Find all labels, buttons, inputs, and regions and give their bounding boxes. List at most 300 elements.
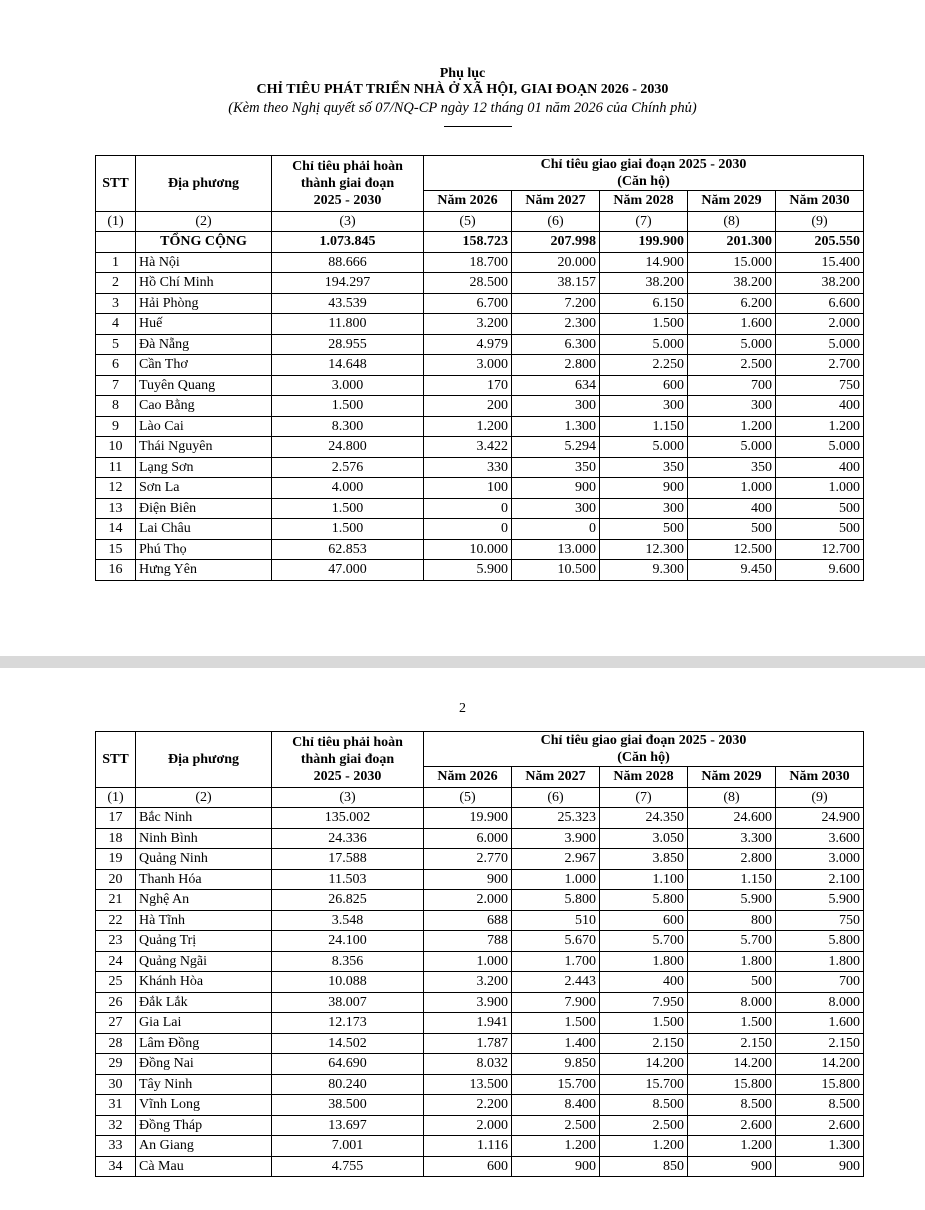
row-locality: Quảng Ngãi	[136, 951, 272, 972]
row-year-2026: 900	[424, 869, 512, 890]
row-year-2029: 5.700	[688, 931, 776, 952]
row-year-2028: 8.500	[600, 1095, 688, 1116]
row-total-target: 194.297	[272, 273, 424, 294]
table-row	[96, 437, 864, 458]
row-year-2026: 170	[424, 375, 512, 396]
row-year-2028: 14.200	[600, 1054, 688, 1075]
row-year-2029: 5.900	[688, 890, 776, 911]
row-year-2030: 5.900	[776, 890, 864, 911]
header-stt: STT	[96, 156, 136, 212]
row-total-target: 64.690	[272, 1054, 424, 1075]
row-year-2030: 3.000	[776, 849, 864, 870]
row-stt: 13	[96, 498, 136, 519]
row-total-target: 1.500	[272, 396, 424, 417]
row-stt: 4	[96, 314, 136, 335]
total-cell: 207.998	[512, 232, 600, 253]
row-year-2026: 18.700	[424, 252, 512, 273]
table-row	[96, 293, 864, 314]
row-year-2030: 2.150	[776, 1033, 864, 1054]
row-year-2030: 2.700	[776, 355, 864, 376]
row-year-2028: 14.900	[600, 252, 688, 273]
row-year-2028: 2.500	[600, 1115, 688, 1136]
row-year-2028: 1.100	[600, 869, 688, 890]
header-year: Năm 2029	[688, 767, 776, 788]
row-year-2026: 8.032	[424, 1054, 512, 1075]
total-label: TỔNG CỘNG	[136, 232, 272, 253]
row-year-2030: 1.000	[776, 478, 864, 499]
row-stt: 10	[96, 437, 136, 458]
row-total-target: 12.173	[272, 1013, 424, 1034]
row-total-target: 26.825	[272, 890, 424, 911]
column-number: (9)	[776, 211, 864, 232]
row-locality: Đà Nẵng	[136, 334, 272, 355]
row-year-2028: 600	[600, 910, 688, 931]
row-year-2029: 1.150	[688, 869, 776, 890]
row-locality: Huế	[136, 314, 272, 335]
column-number: (3)	[272, 211, 424, 232]
row-stt: 12	[96, 478, 136, 499]
row-year-2027: 38.157	[512, 273, 600, 294]
column-number: (2)	[136, 787, 272, 808]
row-year-2030: 14.200	[776, 1054, 864, 1075]
appendix-label: Phụ lục	[439, 66, 486, 81]
row-year-2026: 4.979	[424, 334, 512, 355]
row-stt: 9	[96, 416, 136, 437]
row-year-2028: 400	[600, 972, 688, 993]
header-year: Năm 2026	[424, 767, 512, 788]
row-year-2029: 2.500	[688, 355, 776, 376]
row-year-2029: 500	[688, 972, 776, 993]
row-year-2027: 15.700	[512, 1074, 600, 1095]
table-row	[96, 539, 864, 560]
row-stt: 34	[96, 1156, 136, 1177]
row-total-target: 17.588	[272, 849, 424, 870]
row-year-2026: 788	[424, 931, 512, 952]
row-year-2028: 2.250	[600, 355, 688, 376]
row-year-2030: 900	[776, 1156, 864, 1177]
row-year-2029: 12.500	[688, 539, 776, 560]
row-year-2027: 5.800	[512, 890, 600, 911]
row-year-2028: 5.800	[600, 890, 688, 911]
row-year-2029: 300	[688, 396, 776, 417]
row-stt: 24	[96, 951, 136, 972]
header-allocation	[424, 732, 864, 767]
row-year-2030: 400	[776, 396, 864, 417]
row-year-2030: 2.000	[776, 314, 864, 335]
header-year: Năm 2028	[600, 767, 688, 788]
row-year-2027: 25.323	[512, 808, 600, 829]
row-locality: Khánh Hòa	[136, 972, 272, 993]
row-total-target: 88.666	[272, 252, 424, 273]
table-row	[96, 1095, 864, 1116]
row-total-target: 38.007	[272, 992, 424, 1013]
header-stt: STT	[96, 732, 136, 788]
column-number: (8)	[688, 211, 776, 232]
header-allocation-line2: (Căn hộ)	[617, 750, 670, 765]
row-year-2028: 900	[600, 478, 688, 499]
row-year-2030: 8.000	[776, 992, 864, 1013]
row-year-2030: 9.600	[776, 560, 864, 581]
row-locality: Quảng Ninh	[136, 849, 272, 870]
row-year-2029: 2.600	[688, 1115, 776, 1136]
table-row	[96, 1136, 864, 1157]
column-number: (9)	[776, 787, 864, 808]
table-row	[96, 869, 864, 890]
row-total-target: 43.539	[272, 293, 424, 314]
row-locality: Tuyên Quang	[136, 375, 272, 396]
column-number: (6)	[512, 787, 600, 808]
row-stt: 29	[96, 1054, 136, 1075]
row-year-2028: 5.000	[600, 334, 688, 355]
row-stt: 27	[96, 1013, 136, 1034]
row-year-2026: 28.500	[424, 273, 512, 294]
title-divider	[444, 126, 512, 127]
row-stt: 17	[96, 808, 136, 829]
row-locality: Quảng Trị	[136, 931, 272, 952]
row-locality: Lạng Sơn	[136, 457, 272, 478]
row-total-target: 80.240	[272, 1074, 424, 1095]
row-year-2028: 9.300	[600, 560, 688, 581]
row-total-target: 7.001	[272, 1136, 424, 1157]
row-year-2029: 8.500	[688, 1095, 776, 1116]
row-year-2030: 500	[776, 519, 864, 540]
row-locality: Cà Mau	[136, 1156, 272, 1177]
row-year-2029: 14.200	[688, 1054, 776, 1075]
total-row	[96, 232, 864, 253]
row-stt: 11	[96, 457, 136, 478]
row-total-target: 13.697	[272, 1115, 424, 1136]
row-year-2030: 15.400	[776, 252, 864, 273]
row-stt: 32	[96, 1115, 136, 1136]
header-allocation-line1: Chỉ tiêu giao giai đoạn 2025 - 2030	[540, 157, 747, 172]
column-number: (5)	[424, 211, 512, 232]
row-year-2026: 10.000	[424, 539, 512, 560]
row-year-2030: 750	[776, 910, 864, 931]
row-year-2026: 330	[424, 457, 512, 478]
row-year-2030: 700	[776, 972, 864, 993]
row-year-2029: 400	[688, 498, 776, 519]
row-year-2029: 800	[688, 910, 776, 931]
row-year-2030: 8.500	[776, 1095, 864, 1116]
row-year-2029: 24.600	[688, 808, 776, 829]
row-year-2028: 38.200	[600, 273, 688, 294]
table-row	[96, 560, 864, 581]
row-year-2026: 5.900	[424, 560, 512, 581]
row-year-2027: 1.200	[512, 1136, 600, 1157]
row-year-2028: 5.700	[600, 931, 688, 952]
column-number: (5)	[424, 787, 512, 808]
column-number: (7)	[600, 787, 688, 808]
row-year-2027: 350	[512, 457, 600, 478]
row-year-2029: 5.000	[688, 334, 776, 355]
row-stt: 21	[96, 890, 136, 911]
row-year-2029: 1.500	[688, 1013, 776, 1034]
total-cell: 158.723	[424, 232, 512, 253]
row-year-2026: 19.900	[424, 808, 512, 829]
row-total-target: 8.356	[272, 951, 424, 972]
row-total-target: 24.100	[272, 931, 424, 952]
table-row	[96, 828, 864, 849]
housing-targets-table-part1	[95, 155, 864, 581]
row-year-2029: 700	[688, 375, 776, 396]
row-year-2026: 0	[424, 498, 512, 519]
row-year-2029: 1.200	[688, 1136, 776, 1157]
row-stt: 14	[96, 519, 136, 540]
row-year-2030: 12.700	[776, 539, 864, 560]
row-year-2027: 510	[512, 910, 600, 931]
row-year-2027: 2.967	[512, 849, 600, 870]
row-total-target: 8.300	[272, 416, 424, 437]
table-row	[96, 396, 864, 417]
row-year-2029: 1.000	[688, 478, 776, 499]
row-year-2026: 1.000	[424, 951, 512, 972]
total-cell: 205.550	[776, 232, 864, 253]
page-number: 2	[459, 701, 466, 716]
row-year-2027: 0	[512, 519, 600, 540]
row-year-2027: 1.700	[512, 951, 600, 972]
row-total-target: 38.500	[272, 1095, 424, 1116]
row-year-2028: 1.500	[600, 314, 688, 335]
row-stt: 7	[96, 375, 136, 396]
row-year-2026: 1.116	[424, 1136, 512, 1157]
header-year: Năm 2029	[688, 191, 776, 212]
row-year-2027: 13.000	[512, 539, 600, 560]
row-locality: Tây Ninh	[136, 1074, 272, 1095]
row-locality: Vĩnh Long	[136, 1095, 272, 1116]
row-stt: 20	[96, 869, 136, 890]
row-total-target: 11.800	[272, 314, 424, 335]
row-locality: Nghệ An	[136, 890, 272, 911]
column-number-row	[96, 211, 864, 232]
row-year-2027: 20.000	[512, 252, 600, 273]
row-stt: 15	[96, 539, 136, 560]
header-target-line1: Chỉ tiêu phải hoàn	[292, 734, 403, 750]
table-row	[96, 273, 864, 294]
row-year-2030: 1.300	[776, 1136, 864, 1157]
row-stt: 25	[96, 972, 136, 993]
column-number: (2)	[136, 211, 272, 232]
row-year-2026: 2.000	[424, 1115, 512, 1136]
document-title: CHỈ TIÊU PHÁT TRIỂN NHÀ Ở XÃ HỘI, GIAI ĐOẠN 2026 - 2030	[256, 82, 669, 97]
row-stt: 23	[96, 931, 136, 952]
table-row	[96, 1115, 864, 1136]
row-year-2030: 5.800	[776, 931, 864, 952]
row-year-2028: 850	[600, 1156, 688, 1177]
row-year-2030: 2.600	[776, 1115, 864, 1136]
table-row	[96, 314, 864, 335]
row-year-2030: 2.100	[776, 869, 864, 890]
row-stt: 6	[96, 355, 136, 376]
row-stt: 28	[96, 1033, 136, 1054]
row-total-target: 1.500	[272, 498, 424, 519]
row-year-2026: 2.770	[424, 849, 512, 870]
row-total-target: 28.955	[272, 334, 424, 355]
row-year-2028: 1.500	[600, 1013, 688, 1034]
row-year-2030: 500	[776, 498, 864, 519]
row-year-2028: 300	[600, 498, 688, 519]
header-year: Năm 2027	[512, 191, 600, 212]
row-year-2029: 3.300	[688, 828, 776, 849]
row-year-2030: 3.600	[776, 828, 864, 849]
row-year-2026: 3.000	[424, 355, 512, 376]
row-year-2026: 3.422	[424, 437, 512, 458]
row-year-2027: 6.300	[512, 334, 600, 355]
row-year-2029: 350	[688, 457, 776, 478]
row-stt: 8	[96, 396, 136, 417]
row-year-2028: 15.700	[600, 1074, 688, 1095]
row-total-target: 135.002	[272, 808, 424, 829]
total-cell: 199.900	[600, 232, 688, 253]
row-locality: Ninh Bình	[136, 828, 272, 849]
row-year-2029: 500	[688, 519, 776, 540]
row-year-2030: 24.900	[776, 808, 864, 829]
table-row	[96, 849, 864, 870]
row-total-target: 14.502	[272, 1033, 424, 1054]
row-year-2026: 1.787	[424, 1033, 512, 1054]
row-stt: 3	[96, 293, 136, 314]
row-year-2029: 9.450	[688, 560, 776, 581]
table-row	[96, 992, 864, 1013]
row-year-2030: 5.000	[776, 334, 864, 355]
row-locality: Điện Biên	[136, 498, 272, 519]
table-row	[96, 252, 864, 273]
row-stt: 33	[96, 1136, 136, 1157]
row-year-2030: 5.000	[776, 437, 864, 458]
row-year-2029: 38.200	[688, 273, 776, 294]
row-year-2029: 5.000	[688, 437, 776, 458]
table-row	[96, 457, 864, 478]
row-year-2027: 8.400	[512, 1095, 600, 1116]
row-year-2027: 7.200	[512, 293, 600, 314]
row-stt: 31	[96, 1095, 136, 1116]
row-year-2029: 2.800	[688, 849, 776, 870]
header-target-line2: thành giai đoạn	[300, 175, 395, 191]
table-row	[96, 334, 864, 355]
header-allocation-line1: Chỉ tiêu giao giai đoạn 2025 - 2030	[540, 733, 747, 748]
row-year-2026: 200	[424, 396, 512, 417]
row-locality: Hải Phòng	[136, 293, 272, 314]
row-year-2029: 8.000	[688, 992, 776, 1013]
column-number: (1)	[96, 787, 136, 808]
table-row	[96, 498, 864, 519]
row-year-2027: 10.500	[512, 560, 600, 581]
row-stt: 30	[96, 1074, 136, 1095]
total-cell	[96, 232, 136, 253]
row-locality: Đồng Nai	[136, 1054, 272, 1075]
row-stt: 26	[96, 992, 136, 1013]
row-year-2027: 2.800	[512, 355, 600, 376]
row-stt: 2	[96, 273, 136, 294]
document-page-2	[0, 668, 925, 1210]
row-year-2028: 1.800	[600, 951, 688, 972]
header-target-line2: thành giai đoạn	[300, 751, 395, 767]
row-year-2028: 1.200	[600, 1136, 688, 1157]
row-year-2026: 600	[424, 1156, 512, 1177]
row-year-2027: 7.900	[512, 992, 600, 1013]
column-number: (1)	[96, 211, 136, 232]
row-year-2027: 900	[512, 1156, 600, 1177]
row-year-2026: 1.200	[424, 416, 512, 437]
row-year-2026: 2.000	[424, 890, 512, 911]
row-year-2026: 6.000	[424, 828, 512, 849]
row-locality: Đắk Lắk	[136, 992, 272, 1013]
row-year-2030: 1.600	[776, 1013, 864, 1034]
row-locality: Hồ Chí Minh	[136, 273, 272, 294]
row-locality: Thái Nguyên	[136, 437, 272, 458]
header-allocation-line2: (Căn hộ)	[617, 174, 670, 189]
row-stt: 22	[96, 910, 136, 931]
row-locality: An Giang	[136, 1136, 272, 1157]
row-year-2027: 300	[512, 498, 600, 519]
header-year: Năm 2027	[512, 767, 600, 788]
table-row	[96, 931, 864, 952]
header-target-line1: Chỉ tiêu phải hoàn	[292, 158, 403, 174]
row-year-2028: 2.150	[600, 1033, 688, 1054]
row-stt: 16	[96, 560, 136, 581]
row-total-target: 4.000	[272, 478, 424, 499]
row-locality: Lào Cai	[136, 416, 272, 437]
table-row	[96, 1156, 864, 1177]
row-year-2027: 1.000	[512, 869, 600, 890]
row-year-2029: 1.200	[688, 416, 776, 437]
row-year-2028: 12.300	[600, 539, 688, 560]
row-year-2029: 2.150	[688, 1033, 776, 1054]
row-year-2026: 3.900	[424, 992, 512, 1013]
row-year-2030: 400	[776, 457, 864, 478]
row-year-2026: 1.941	[424, 1013, 512, 1034]
row-year-2026: 13.500	[424, 1074, 512, 1095]
row-total-target: 62.853	[272, 539, 424, 560]
row-total-target: 14.648	[272, 355, 424, 376]
header-locality: Địa phương	[136, 732, 272, 788]
row-year-2026: 2.200	[424, 1095, 512, 1116]
column-number: (8)	[688, 787, 776, 808]
row-total-target: 2.576	[272, 457, 424, 478]
table-row	[96, 910, 864, 931]
housing-targets-table-part2	[95, 731, 864, 1177]
row-stt: 18	[96, 828, 136, 849]
row-year-2027: 2.300	[512, 314, 600, 335]
document-subtitle: (Kèm theo Nghị quyết số 07/NQ-CP ngày 12 tháng 01 năm 2026 của Chính phủ)	[228, 100, 697, 116]
header-target-line3: 2025 - 2030	[313, 192, 382, 208]
row-year-2029: 15.000	[688, 252, 776, 273]
row-year-2028: 500	[600, 519, 688, 540]
row-total-target: 24.336	[272, 828, 424, 849]
row-year-2027: 1.500	[512, 1013, 600, 1034]
row-year-2026: 3.200	[424, 972, 512, 993]
header-allocation	[424, 156, 864, 191]
header-locality: Địa phương	[136, 156, 272, 212]
row-year-2027: 634	[512, 375, 600, 396]
table-row	[96, 808, 864, 829]
row-locality: Cao Bằng	[136, 396, 272, 417]
row-year-2026: 3.200	[424, 314, 512, 335]
column-number: (3)	[272, 787, 424, 808]
row-total-target: 11.503	[272, 869, 424, 890]
row-locality: Bắc Ninh	[136, 808, 272, 829]
row-locality: Cần Thơ	[136, 355, 272, 376]
row-year-2027: 1.400	[512, 1033, 600, 1054]
row-year-2027: 9.850	[512, 1054, 600, 1075]
table-row	[96, 1013, 864, 1034]
table-row	[96, 416, 864, 437]
row-year-2029: 1.800	[688, 951, 776, 972]
header-year: Năm 2030	[776, 191, 864, 212]
row-locality: Thanh Hóa	[136, 869, 272, 890]
row-locality: Hưng Yên	[136, 560, 272, 581]
row-year-2027: 2.443	[512, 972, 600, 993]
row-year-2028: 300	[600, 396, 688, 417]
